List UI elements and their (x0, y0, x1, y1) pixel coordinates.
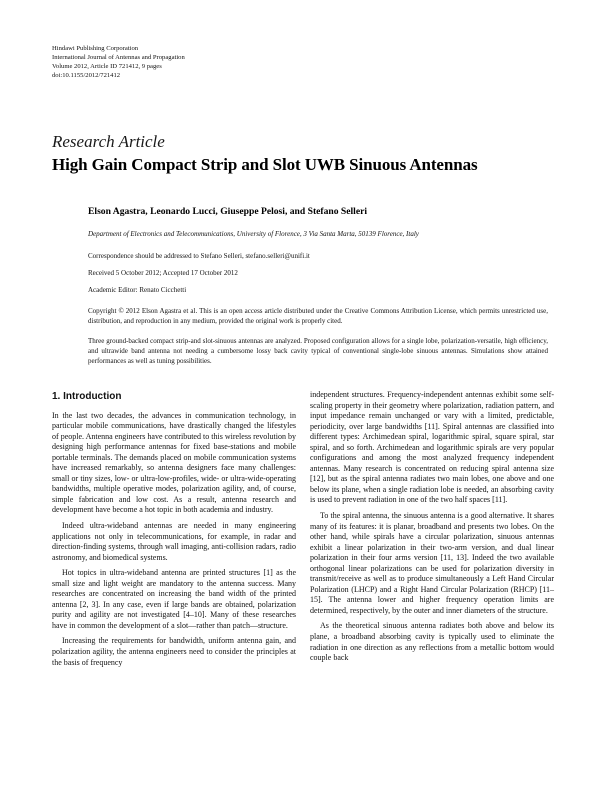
journal-header (52, 44, 185, 80)
paragraph: independent structures. Frequency-independent antennas exhibit some self-scaling property in their geometry where polarization, radiation pattern, and input impedance remain unchanged or vary with a limited, predictable, periodicity, over large bandwidths [11]. Spiral antennas are classified into different types: Archimedean spiral, logarithmic spiral, square spiral, star spiral, and so forth. Archimedean and logarithmic spirals are very popular configurations and among the most analyzed frequency independent antennas. Many research is concentrated on reducing spiral antenna size [12], but as the spiral antenna radiates two main lobes, one above and one below its plane, when a single radiation lobe is needed, an absorbing cavity is used to prevent radiation in one of the two half spaces [11]. (310, 390, 554, 505)
correspondence: Correspondence should be addressed to Stefano Selleri, stefano.selleri@unifi.it (88, 252, 310, 260)
affiliation: Department of Electronics and Telecommunications, University of Florence, 3 Via Santa Marta, 50139 Florence, Italy (88, 230, 419, 238)
paragraph: Indeed ultra-wideband antennas are needed in many engineering applications not only in telecommunications, for example, in radar and direction-finding systems, through wall imaging, anti-collision radars, radio astronomy, and biomedical systems. (52, 521, 296, 562)
copyright-notice: Copyright © 2012 Elson Agastra et al. This is an open access article distributed under the Creative Commons Attribution License, which permits unrestricted use, distribution, and reproduction in any medium, provided the original work is properly cited. (88, 307, 548, 325)
volume-line: Volume 2012, Article ID 721412, 9 pages (52, 63, 162, 70)
article-type: Research Article (52, 132, 165, 151)
doi-line[interactable]: doi:10.1155/2012/721412 (52, 72, 121, 79)
article-title: High Gain Compact Strip and Slot UWB Sinuous Antennas (52, 155, 478, 174)
paragraph: In the last two decades, the advances in communication technology, in particular mobile communications, have drastically changed the lifestyles of people. Antenna engineers have contributed to this wireless revolution by designing high performance antennas for fixed base-stations and mobile portable terminals. The demands placed on mobile communication systems have increased remarkably, so antenna designers face many challenges: small or tiny sizes, low- or ultra-low-profiles, wide- or ultra-wide-operating bandwidths, multiple operative modes, polarization agility, and, of course, simple fabrication and low cost. As a result, antenna research and development have become a hot topic in both academia and industry. (52, 410, 296, 515)
left-column (52, 392, 296, 673)
academic-editor: Academic Editor: Renato Cicchetti (88, 286, 187, 294)
right-column (310, 390, 554, 669)
section-heading: 1. Introduction (52, 391, 122, 402)
dates: Received 5 October 2012; Accepted 17 October 2012 (88, 269, 238, 277)
abstract: Three ground-backed compact strip-and slot-sinuous antennas are analyzed. Proposed configuration allows for a single lobe, polarization-versatile, high efficiency, and ultrawide band antenna not needing a cumbersome lossy back cavity typical of conventional single-lobe sinuous antennas. Simulations show attained performances as well as tuning possibilities. (88, 337, 548, 365)
paragraph: As the theoretical sinuous antenna radiates both above and below its plane, a broadband absorbing cavity is typically used to eliminate the radiation in one direction as any reflections from a metallic bottom would couple back (310, 621, 554, 663)
paragraph: To the spiral antenna, the sinuous antenna is a good alternative. It shares many of its features: it is planar, broadband and presents two lobes. On the other hand, while spirals have a circular polarization, sinuous antennas exhibit a linear polarization in their two-arm version, and dual linear polarization in their four arms version [11, 13]. Indeed the two available orthogonal linear polarizations can be used for polarization diversity in transmit/receive as well as to produce simultaneously a Left Hand Circular Polarization (LHCP) and a Right Hand Circular Polarization (RHCP) [11–15]. The antenna lower and higher frequency operation limits are determined, respectively, by the outer and inner diameters of the structure. (310, 511, 554, 615)
journal-line: International Journal of Antennas and Propagation (52, 54, 185, 61)
paragraph: Hot topics in ultra-wideband antenna are printed structures [1] as the small size and light weight are mandatory to the antenna success. Many researches are concentrated on increasing the band width of the printed antenna [2, 3]. In any case, even if large bands are obtained, polarization purity and agility are not investigated [4–10]. Many of these researches have in common the development of a slot—rather than patch—structure. (52, 568, 296, 630)
publisher-line: Hindawi Publishing Corporation (52, 45, 139, 52)
paragraph: Increasing the requirements for bandwidth, uniform antenna gain, and polarization agility, the antenna engineers need to consider the principles at the basis of frequency (52, 636, 296, 667)
authors: Elson Agastra, Leonardo Lucci, Giuseppe Pelosi, and Stefano Selleri (88, 206, 368, 217)
